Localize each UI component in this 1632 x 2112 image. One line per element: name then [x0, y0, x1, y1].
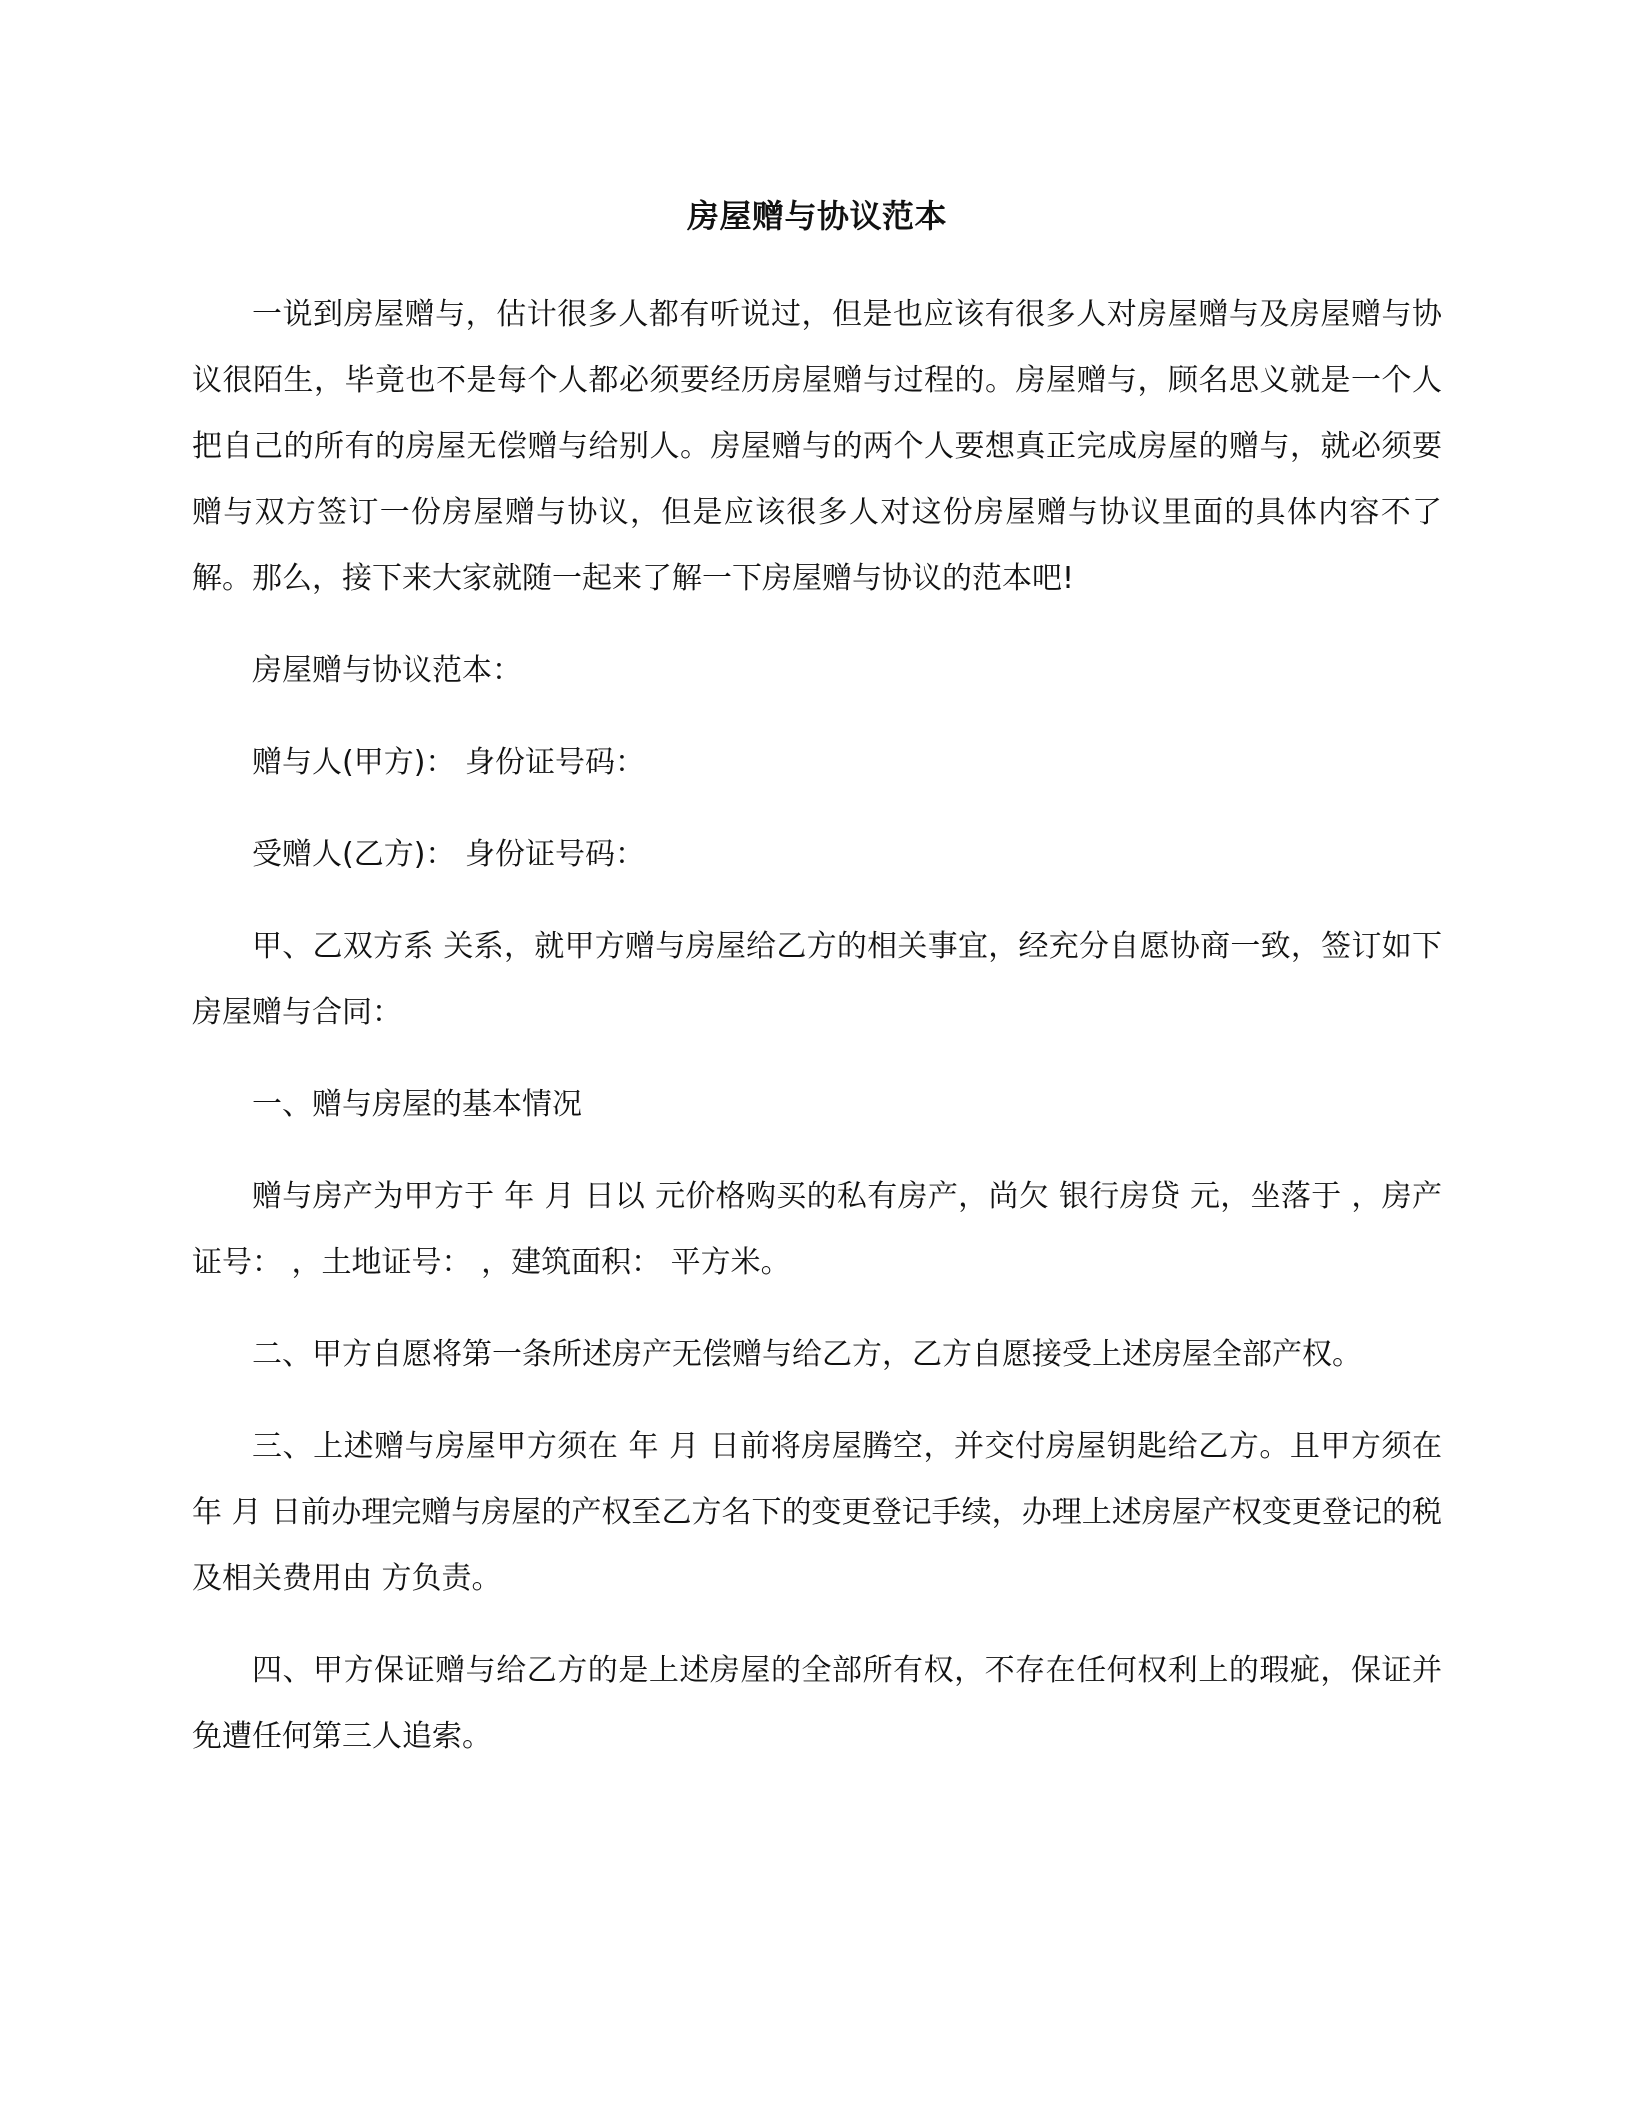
document-body — [192, 190, 1442, 1796]
sample-heading: 房屋赠与协议范本： — [252, 653, 522, 688]
clause-3-paragraph: 三、上述赠与房屋甲方须在 年 月 日前将房屋腾空，并交付房屋钥匙给乙方。且甲方须在 年 月 日前办理完赠与房屋的产权至乙方名下的变更登记手续，办理上述房屋产权变更登记的税及相关费用由 方负责。 — [192, 1429, 1442, 1596]
clause-4-paragraph: 四、甲方保证赠与给乙方的是上述房屋的全部所有权，不存在任何权利上的瑕疵，保证并免遭任何第三人追索。 — [192, 1653, 1442, 1754]
intro-paragraph: 一说到房屋赠与，估计很多人都有听说过，但是也应该有很多人对房屋赠与及房屋赠与协议很陌生，毕竟也不是每个人都必须要经历房屋赠与过程的。房屋赠与，顾名思义就是一个人把自己的所有的房屋无偿赠与给别人。房屋赠与的两个人要想真正完成房屋的赠与，就必须要赠与双方签订一份房屋赠与协议，但是应该很多人对这份房屋赠与协议里面的具体内容不了解。那么，接下来大家就随一起来了解一下房屋赠与协议的范本吧! — [192, 297, 1442, 596]
property-details-paragraph: 赠与房产为甲方于 年 月 日以 元价格购买的私有房产，尚欠 银行房贷 元，坐落于 ，房产证号： ，土地证号： ，建筑面积： 平方米。 — [192, 1179, 1442, 1280]
document-title: 房屋赠与协议范本 — [686, 197, 947, 235]
donor-line: 赠与人(甲方)： 身份证号码： — [252, 745, 645, 780]
clause-2-paragraph: 二、甲方自愿将第一条所述房产无偿赠与给乙方，乙方自愿接受上述房屋全部产权。 — [252, 1337, 1362, 1372]
donee-line: 受赠人(乙方)： 身份证号码： — [252, 837, 645, 872]
parties-relation-paragraph: 甲、乙双方系 关系，就甲方赠与房屋给乙方的相关事宜，经充分自愿协商一致，签订如下房屋赠与合同： — [192, 929, 1442, 1030]
clause-1-heading: 一、赠与房屋的基本情况 — [252, 1087, 582, 1122]
